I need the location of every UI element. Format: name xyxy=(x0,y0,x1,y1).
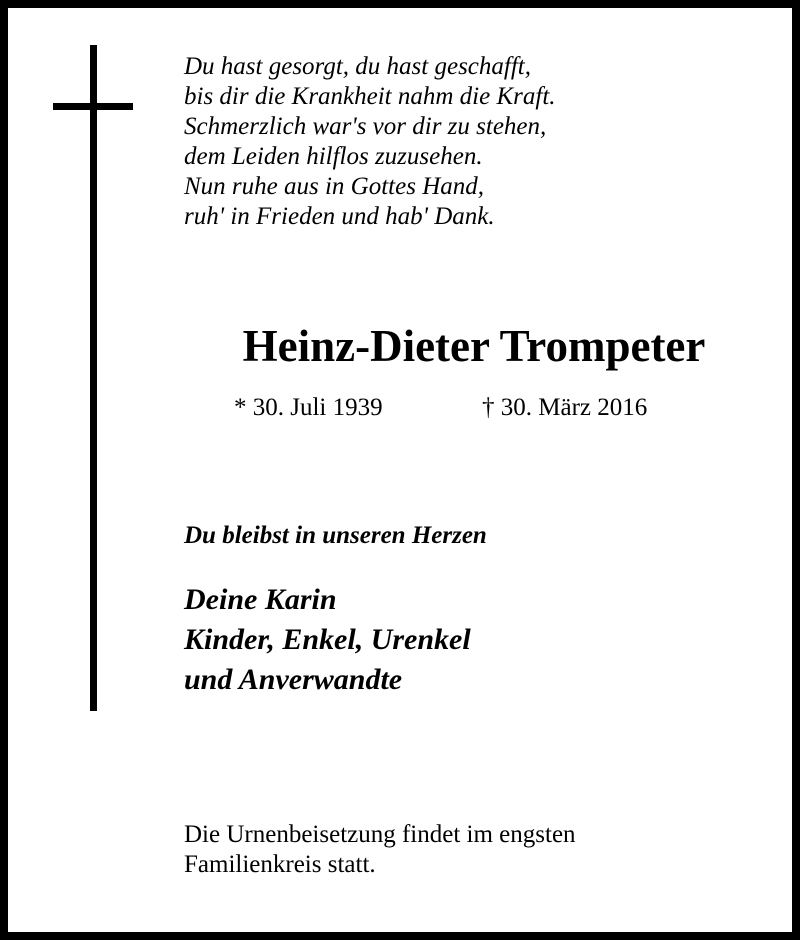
signer-line: Kinder, Enkel, Urenkel xyxy=(184,623,471,656)
notice-line: Die Urnenbeisetzung findet im engsten xyxy=(184,821,576,848)
cross-icon-vertical-bar xyxy=(90,45,97,711)
poem-line: dem Leiden hilflos zuzusehen. xyxy=(184,143,483,170)
signer-line: und Anverwandte xyxy=(184,663,403,696)
burial-notice xyxy=(184,820,576,880)
cross-icon-horizontal-bar xyxy=(53,103,133,110)
poem-line: ruh' in Frieden und hab' Dank. xyxy=(184,203,495,230)
poem-line: Nun ruhe aus in Gottes Hand, xyxy=(184,173,484,200)
death-date: † 30. März 2016 xyxy=(482,394,648,421)
deceased-name: Heinz-Dieter Trompeter xyxy=(242,321,706,371)
poem-line: Du hast gesorgt, du hast geschafft, xyxy=(184,53,531,80)
memorial-poem xyxy=(184,52,556,232)
notice-line: Familienkreis statt. xyxy=(184,851,376,878)
poem-line: bis dir die Krankheit nahm die Kraft. xyxy=(184,83,556,110)
birth-date: * 30. Juli 1939 xyxy=(234,394,383,421)
mourners-signature xyxy=(184,580,471,700)
poem-line: Schmerzlich war's vor dir zu stehen, xyxy=(184,113,547,140)
farewell-message: Du bleibst in unseren Herzen xyxy=(184,522,487,549)
signer-line: Deine Karin xyxy=(184,583,337,616)
